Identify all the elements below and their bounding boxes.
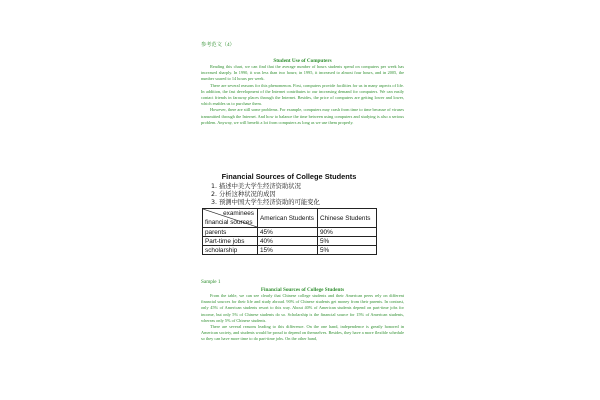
table-cell: 5%	[318, 237, 377, 246]
table-row	[203, 246, 377, 255]
table-cell: 45%	[258, 228, 318, 237]
essay-section-1	[201, 42, 404, 126]
task-item: 1. 描述中美大学生经济资助状况	[211, 183, 301, 190]
chart-title: Financial Sources of College Students	[221, 172, 357, 181]
chart-block	[201, 172, 377, 255]
table-cell: 5%	[318, 246, 377, 255]
sample-paragraph: From the table, we can see clearly that Chinese college students and their American peers rely on different financial sources for their life and study abroad. 90% of Chinese students get money from their parents. In contrast, only 45% of American students resort to this way. About 40% of American students depend on part-time jobs for income, but only 5% of Chinese students do so. Scholarship is the financial source for 15% of American students, whereas only 5% of Chinese students.	[201, 293, 404, 323]
sample-paragraph: There are several reasons leading to this difference. On the one hand, independence is greatly honored in American society, and students would be proud to depend on themselves. Besides, they have a more flexible schedule so they can have more time to do part-time jobs. On the other hand,	[201, 324, 404, 342]
essay-section-2	[201, 279, 404, 343]
row-label: scholarship	[203, 246, 258, 255]
table-header-row	[203, 209, 377, 228]
sample-title: Financial Sources of College Students	[260, 287, 345, 293]
table-row	[203, 228, 377, 237]
task-item: 3. 预测中国大学生经济资助的可能变化	[211, 199, 320, 206]
table-row	[203, 237, 377, 246]
task-item: 2. 分析这种状况的成因	[211, 191, 276, 198]
header-examinees: examinees	[223, 210, 254, 217]
task-list	[211, 183, 377, 207]
essay-paragraph: However, there are still some problems. For example, computers may crash from time to time because of viruses transmitted through the Internet. And how to balance the time between using computers and studying is also a serious problem. Anyway, we will benefit a lot from computers as long as we use them properly.	[201, 107, 404, 125]
table-cell: 40%	[258, 237, 318, 246]
column-header: American Students	[258, 209, 318, 228]
column-header: Chinese Students	[318, 209, 377, 228]
essay-paragraph: There are several reasons for this phenomenon. First, computers provide facilities for us in many aspects of life. In addition, the fast development of the Internet contributes to our increasing demand for computers. We can easily contact friends in faraway places through the Internet. Besides, the price of computers are getting lower and lower, which enables us to purchase them.	[201, 82, 404, 107]
essay-paragraph: Reading this chart, we can find that the average number of hours students spend on computers per week has increased sharply. In 1990, it was less than two hours; in 1995, it increased to almost four hours, and in 2005, the number soared to 14 hours per week.	[201, 64, 404, 82]
row-label: parents	[203, 228, 258, 237]
table-cell: 90%	[318, 228, 377, 237]
header-financial-sources: financial sources	[205, 219, 253, 226]
row-label: Part-time jobs	[203, 237, 258, 246]
sample-label: Sample 1	[201, 279, 221, 285]
essay-title: Student Use of Computers	[273, 58, 332, 64]
table-cell: 15%	[258, 246, 318, 255]
financial-sources-table	[202, 208, 377, 255]
essay-label: 参考范文（4）	[201, 42, 235, 48]
diagonal-header-cell	[203, 209, 258, 228]
